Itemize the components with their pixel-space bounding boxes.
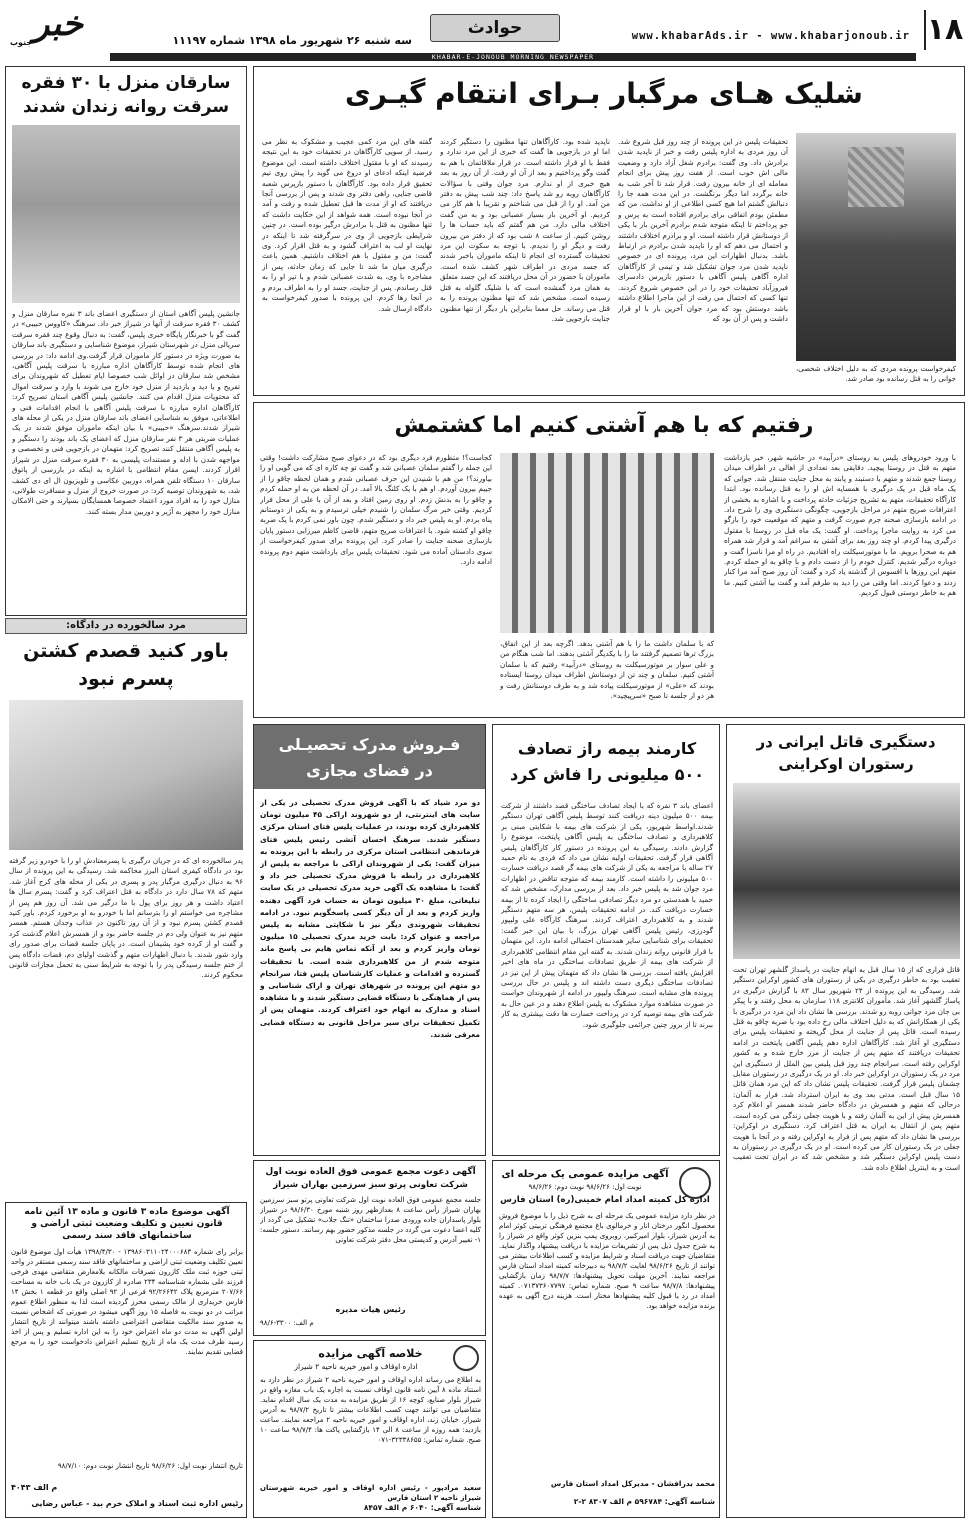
court-photo-gavel: [9, 700, 243, 850]
reconcile-col-2: که با سلمان داشت ما را با هم آشتی بدهد. اگرچه بعد از این اتفاق، بزرگ ترها تصمیم گرفتند ما را با یکدیگر آشتی بدهند. اما شب هنگام من و علی سوار بر موتورسیکلت به روستای «درآبید» رفتیم که با سلمان آشتی کنیم. سلمان و چند تن از دوستانش اطراف میدان روستا ایستاده بودند که «علی» از موتورسیکلت پیاده شد و به طرف دوستانش رفت و هر دو از جلسه تا صبح «سرپیچید».: [500, 639, 714, 701]
degree-headline-2: در فضای مجازی: [306, 761, 433, 780]
ad-law-body: برابر رای شماره ۱۳۹۸۶۰۳۱۱۰۲۴۰۰۰۶۸۳ - ۱۳۹۸/۴/۳۰ هیأت اول موضوع قانون تعیین تکلیف وضعیت ثبتی اراضی و ساختمانهای فاقد سند رسمی مستقر در واحد ثبتی حوزه ثبت ملک کازرون تصرفات مالکانه بلامعارض متقاضی مهدی فرخی فرزند علی بشماره شناسنامه ۲۳۴ صادره از کازرون در یک باب خانه به مساحت ۲۰۷/۶۶ مترمربع پلاک ۹۲/۲۶۶۴۲ فرعی از ۹۲ اصلی واقع در قطعه ۱ بخش ۱۴ فارس خریداری از مالک رسمی محرز گردیده است لذا به منظور اطلاع عموم مراتب در دو نوبت به فاصله ۱۵ روز آگهی میشود در صورتی که اشخاص نسبت به صدور سند مالکیت متقاضی اعتراضی داشته باشند میتوانند از تاریخ انتشار اولین آگهی به مدت دو ماه اعتراض خود را به این اداره تسلیم و پس از اخذ رسید ظرف مدت یک ماه از تاریخ تسلیم اعتراض دادخواست خود را به مرجع قضایی تقدیم نمایند.: [11, 1248, 243, 1356]
tagline: KHABAR-E-JONOUB MORNING NEWSPAPER: [431, 53, 595, 61]
reconcile-headline: رفتیم که با هم آشتی کنیم اما کشتمش: [394, 413, 814, 438]
ad-law-title-2: قانون تعیین و تکلیف وضعیت ثبتی اراضی و: [31, 1219, 223, 1229]
logo-text: خبر: [32, 4, 84, 44]
ad-auction: [492, 1160, 720, 1518]
tagline-bar: [110, 53, 916, 61]
burglars-photo: [12, 125, 240, 303]
insurance-story: [492, 724, 720, 1156]
court-kicker-bar: [5, 618, 247, 634]
insurance-headline-2: ۵۰۰ میلیونی را فاش کرد: [509, 765, 705, 784]
court-headline-2: پسرم نبود: [78, 668, 174, 690]
court-headline-1: باور کنید قصدم کشتن: [23, 640, 229, 662]
burglars-headline-2: سرقت روانه زندان شدند: [22, 97, 230, 117]
page-number: ۱۸: [924, 10, 964, 50]
killer-headline-1: دستگیری قاتل ایرانی در: [756, 733, 936, 751]
reconcile-photo-bars: [500, 453, 714, 633]
main-col-1: تحقیقات پلیس در این پرونده از چند روز قبل شروع شد. آن روز مردی به اداره پلیس رفت و خبر از ناپدید شدن برادرش داد. وی گفت: برادرم شغل آزاد دارد و وضعیت مالی اش خوب است. از هفت روز پیش برای انجام معامله ای از خانه بیرون رفت. قرار شد تا آخر شب به خانه برگردد اما دیگر برنگشت. در این مدت همه جا را دنبالش گشتم اما هیچ کسی اطلاعی از او نداشت. من که مطمئن بودم اتفاقی برای برادرم افتاده است به پرس و جو پرداختم تا اینکه متوجه شدم برادرم آخرین بار با یکی از دوستانش قرار داشته است. او و برادرم اختلاف داشتند و احتمال می دهم که او را ناپدید شدن برادرم در ارتباط باشد. بدنبال اظهارات این مرد، پرونده ای در خصوص ناپدید شدن مرد جوان تشکیل شد و تیمی از کارآگاهان اداره آگاهی پلیس آگاهی با دستور بازپرس دادسرای فیروزآباد تحقیقات خود را در این خصوص شروع کردند. تنها کسی که احتمال می رفت از این ماجرا اطلاع داشته باشد دوستش بود که مرد جوان آخرین بار با او قرار داشت و پس از آن بود که: [618, 137, 788, 323]
logo-sub: جنوب: [10, 38, 33, 47]
iranian-killer-story: [726, 724, 965, 1518]
insurance-headline-1: کارمند بیمه راز تصادف: [517, 739, 697, 758]
burglars-headline-1: سارقان منزل با ۳۰ فقره: [21, 73, 231, 93]
masthead: [0, 0, 970, 61]
ad-assembly-ref: م الف: ۳۳۰۰-۹۸/۶: [260, 1319, 314, 1327]
degree-story: [253, 724, 486, 1156]
ad-auction-sign: محمد بدرافشان - مدیرکل امداد استان فارس: [550, 1479, 715, 1488]
ad-auction-sub1: نوبت اول: ۹۸/۶/۲۶ نوبت دوم: ۹۸/۶/۲۶: [528, 1183, 642, 1191]
degree-headline-box: [254, 725, 485, 789]
court-kicker: مرد سالخورده در دادگاه:: [66, 620, 186, 631]
court-body: پدر سالخورده ای که در جریان درگیری با پسرمعتادش او را با خودرو زیر گرفته بود در دادگاه کیفری استان البرز محاکمه شد. رسیدگی به این پرونده از سال ۹۶ به دنبال درگیری مرگبار پدر و پسری در یکی از محله های کرج آغاز شد. متهم که ۷۸ سال دارد در دادگاه به قتل اعتراف کرد و گفت: پسرم سال ها اعتیاد داشت و هر روز برای پول با ما درگیر می شد. آن روز هم پس از مشاجره می خواستم او را بترسانم اما با خودرو به او برخورد کردم. باور کنید قصدم کشتن پسرم نبود و از آن روز تاکنون در عذاب وجدان هستم. همسر متهم نیز به عنوان ولی دم در جلسه حاضر بود و از همسرش اعلام گذشت کرد و گفت او از کرده خود پشیمان است. در پایان جلسه قضات برای صدور رای وارد شور شدند. با دنبال اظهارات متهم و گذشت اولیای دم، قضات دادگاه پس از ختم جلسه رسیدگی پدر را با توجه به شرایط سنی به تحمل مجازات قانونی محکوم کردند.: [9, 856, 243, 980]
ad-summary-body: به اطلاع می رساند اداره اوقاف و امور خیریه ناحیه ۲ شیراز در نظر دارد به استناد ماده ۸ آیین نامه قانون اوقاف نسبت به اجاره یک باب مغازه واقع در شیراز بلوار صنایع، کوچه ۱۶ از طریق مزایده به مدت یک سال اقدام نماید. متقاضیان می توانند جهت کسب اطلاعات بیشتر تا تاریخ ۹۸/۷/۲ به آدرس شیراز، خیابان زند، اداره اوقاف و امور خیریه ناحیه ۲ مراجعه نمایند. ساعت بازدید: همه روزه از ساعت ۸ الی ۱۴ بازگشایی پاکت ها: ۹۸/۷/۴ ساعت ۱۰ صبح. شماره تماس: ۳۲۳۳۸۶۵۵-۰۷۱: [260, 1376, 481, 1444]
ad-summary-title: خلاصه آگهی مزایده: [318, 1347, 423, 1360]
main-photo-suspect: [796, 133, 956, 361]
ad-law-sign: رئیس اداره ثبت اسناد و املاک خرم بید - عباس رضایی: [31, 1499, 243, 1508]
ad-summary-sub: اداره اوقاف و امور خیریه ناحیه ۲ شیراز: [294, 1362, 418, 1371]
main-story: [253, 66, 965, 396]
blurred-face: [848, 147, 904, 207]
degree-body: دو مرد شیاد که با آگهی فروش مدرک تحصیلی در یکی از سایت های اینترنتی، از دو شهروند اراکی ۴۵ میلیون تومان کلاهبرداری کرده بودند، در عملیات پلیس فتای استان مرکزی دستگیر شدند. سرهنگ احسان آتشی رئیس پلیس فتای فرماندهی انتظامی استان مرکزی در رابطه با این پرونده به میزان گفت: یکی از شهروندان اراکی با مراجعه به پلیس از کلاهبرداری در رابطه با فروش مدرک تحصیلی خبر داد و گفت: با مشاهده یک آگهی خرید مدرک تحصیلی در یک سایت تبلیغاتی، مبلغ ۳۰ میلیون تومان به حساب فرد آگهی دهنده واریز کردم و بعد از آن دیگر کسی پاسخگویم نبود. در ادامه تحقیقات شهروندی دیگر نیز با شکایتی مشابه به پلیس مراجعه و عنوان کرد: بابت خرید مدرک تحصیلی ۱۵ میلیون تومان واریز کردم و بعد از آنکه تماس هایم بی پاسخ ماند متوجه شدم از من کلاهبرداری شده است. با تحقیقات گسترده و اقدامات و عملیات کارشناسان پلیس فتا، سرانجام دو متهم این پرونده در شهرهای تهران و اراک شناسایی و پس از هماهنگی با دستگاه قضایی دستگیر شدند و با مشاهده اسناد و مدارک به اتهام خود اعتراف کردند. متهمان پس از تکمیل تحقیقات برای سیر مراحل قانونی به دستگاه قضایی معرفی شدند.: [260, 798, 480, 1039]
section-title: حوادث: [467, 18, 523, 38]
section-tab: [430, 14, 560, 42]
ad-assembly-sub: شرکت تعاونی پرتو سبز سرزمین بهاران شیراز: [273, 1180, 468, 1190]
degree-headline-1: فـروش مدرک تحصیـلی: [278, 735, 461, 754]
ad-assembly-sign: رئیس هیات مدیره: [335, 1305, 406, 1314]
main-col-3: گفته های این مرد کمی عجیب و مشکوک به نظر می رسید. از سویی کارآگاهان در تحقیقات خود به این نتیجه رسیدند که او با مقتول اختلاف داشته است. این موضوع فرضیه اینکه ادعای او دروغ می گوید را پیش روی تیم تحقیق قرار داده بود. کارآگاهان با دستور بازپرس شعبه قاضی جنایی، راهی دفتر وی شدند و پس از بررسی آنجا دریافتند که او از مدت ها قبل تعطیل شده و رفت و آمد در آنجا نبوده است. همه شواهد از این حکایت داشت که تنها مظنون به قتل با برادرش درگیر بوده است. در چنین شرایطی بازجویی از وی در سرگرفته شد تا اینکه در نهایت او لب به اعتراف گشود و به قتل اقرار کرد. وی گفت: من و مقتول با هم اختلاف داشتیم. همین باعث درگیری میان ما شد تا جایی که زمان حادثه، پس از مشاجره با وی، به شدت عصبانی شدم و با تیر او را به قتل رساندم. پس از جنایت، جسد او را به اطراف بردم و در آنجا رها کردم. این پرونده با صدور کیفرخواست به دادگاه ارسال شد.: [262, 137, 432, 313]
ad-auction-ref: شناسه آگهی: ۵۹۶۷۸۴ م الف ۸۳۰۷ ۲-۲: [573, 1497, 715, 1506]
ad-law: [5, 1202, 247, 1518]
ad-law-ref: م الف ۴۰۴۳: [11, 1483, 58, 1492]
main-headline: شلیک هـای مرگبار بـرای انتقام گیـری: [345, 77, 863, 110]
ad-law-title-1: آگهی موضوع ماده ۳ قانون و ماده ۱۳ آئین نامه: [24, 1207, 230, 1217]
killer-photo: [733, 783, 960, 959]
burglars-story: [5, 66, 247, 616]
insurance-body: اعضای باند ۳ نفره که با ایجاد تصادف ساختگی قصد داشتند از شرکت بیمه ۵۰۰ میلیون دینه دریافت کنند توسط پلیس آگاهی تهران دستگیر شدند.اواسط شهریور، یکی از شرکت های بیمه با شکایتی مبنی بر کلاهبرداری و تصادف ساختگی به پلیس آگاهی پایتخت، موضوع را گزارش دادند. رسیدگی به این پرونده در دستور کار کارآگاهان پلیس آگاهی قرار گرفت. تحقیقات اولیه نشان می داد که فردی به نام حمید ۲۷ ساله با مراجعه به یکی از شرکت های بیمه گر قصد دریافت خسارت ۵۰۰ میلیونی را داشته است. کارمند بیمه که متوجه تناقض در اظهارات مرد جوان شد به پلیس خبر داد. بعد از بررسی مدارک، مشخص شد که حمید با همدستی دو مرد دیگر تصادفی ساختگی را ایجاد کرده تا از بیمه خسارت دریافت کند. در ادامه تحقیقات پلیس، هر سه متهم دستگیر شدند و به کلاهبرداری اعتراف کردند. سرهنگ کارآگاه علی ولیپور گودرزی، رئیس پلیس آگاهی تهران بزرگ، با بیان این خبر گفت: تحقیقات برای شناسایی سایر همدستان احتمالی ادامه دارد. این متهمان با قرار قانونی روانه زندان شدند. به گفته این مقام انتظامی کلاهبرداری از شرکت های بیمه از طریق تصادفات ساختگی در ماه های اخیر افزایش یافته است. بررسی ها نشان داد که متهمان پیش از این نیز در تصادفات ساختگی دیگری دست داشته اند و پلیس در حال بررسی پرونده های مشابه است. سرهنگ ولیپور در ادامه از شهروندان خواست در صورت مشاهده موارد مشکوک به پلیس اطلاع دهند و در عین حال به شرکت های بیمه توصیه کرد در پرداخت خسارت ها دقت بیشتری به کار ببرند تا از بروز چنین جرائمی جلوگیری شود.: [501, 801, 713, 1029]
newspaper-logo: [6, 4, 110, 52]
ad-summary-ref: شناسه آگهی: ۶۰۴۰ م الف ۸۴۵۷: [363, 1503, 481, 1512]
court-story: [5, 618, 247, 1196]
ad-auction-body: در نظر دارد مزایده عمومی یک مرحله ای به شرح ذیل را با موضوع فروش محصول انگور درختان انار و خرمالوی باغ مجتمع فرهنگی تربیتی کوثر امام به آدرس شیراز، بلوار امیرکبیر، روبروی پمپ بنزین کوثر واقع در شیراز را به شرح جدول ذیل پس از تشریفات مزایده با دریافت پیشنهاد واگذار نماید. متقاضیان جهت دریافت اسناد و شرایط مزایده و کسب اطلاعات بیشتر می توانند از تاریخ ۹۸/۶/۲۶ لغایت ۹۸/۷/۲ به دبیرخانه کمیته امداد استان فارس مراجعه نمایند. آخرین مهلت تحویل پیشنهادها: ۹۸/۷/۷ زمان بازگشایی پیشنهادها: ۹۸/۷/۸ ساعت ۹ صبح. شماره تماس: ۰۷۱۳۷۳۶۰۷۷۹۷. کمیته امداد در رد یا قبول کلیه پیشنهادها مختار است. هزینه درج آگهی به عهده برنده مزایده خواهد بود.: [499, 1212, 715, 1310]
ad-assembly: [253, 1160, 486, 1336]
ad-assembly-body: جلسه مجمع عمومی فوق العاده نوبت اول شرکت تعاونی پرتو سبز سرزمین بهاران شیراز رأس ساعت ۸ بعدازظهر روز شنبه مورخ ۹۸/۶/۳۰ در شیراز بلوار پاسداران جاده ورودی صدرا ساختمان «تنگ جلاب» تشکیل می گردد از کلیه اعضا دعوت می گردد در جلسه مذکور حضور بهم رسانند. دستور جلسه: ۱- تغییر آدرس و کدپستی محل دفتر شرکت تعاونی: [260, 1196, 481, 1244]
ad-law-dates: تاریخ انتشار نوبت اول: ۹۸/۶/۲۶ تاریخ انتشار نوبت دوم: ۹۸/۷/۱۰: [57, 1462, 243, 1470]
ad-assembly-title: آگهی دعوت مجمع عمومی فوق العاده نوبت اول: [265, 1167, 476, 1177]
date-line: سه شنبه ۲۶ شهریور ماه ۱۳۹۸ شماره ۱۱۱۹۷: [172, 34, 412, 47]
ad-law-title-3: ساختمانهای فاقد سند رسمی: [62, 1231, 192, 1241]
ad-summary: [253, 1340, 486, 1518]
killer-headline-2: رستوران اوکراینی: [778, 755, 914, 773]
burglars-body: جانشین پلیس آگاهی استان از دستگیری اعضای باند ۳ نفره سارقان منزل و کشف ۳۰ فقره سرقت از آنها در شیراز خبر داد. سرهنگ «کاووس حبیبی» در گفت گو با خبرنگار پایگاه خبری پلیس، گفت: به دنبال وقوع چند فقره سرقت سریالی منزل در شهرستان شیراز، موضوع شناسایی و دستگیری باند سارقان به صورت ویژه در دستور کار ماموران قرار گرفت.وی ادامه داد: در بررسی های انجام شده توسط کارآگاهان اداره مبارزه با سرقت پلیس آگاهی، مشخص شد سارقان در اوائل شب خصوصا ایام تعطیل که شهروندان برای تفریح و یا دید و بازدید از منزل خود خارج می شوند با وارد و سرقت اموال که محتویات منزل اقدام می کنند. جانشین پلیس آگاهی استان تصریح کرد: کارآگاهان اداره مبارزه با سرقت پلیس آگاهی با انجام اقدامات فنی و اطلاعاتی، موفق به شناسایی اعضای باند سارقان منزل در یکی از محله های شیراز شدند.سرهنگ «حبیبی» با بیان اینکه ماموران موفق شدند در یک عملیات ضربتی هر ۳ نفر سارقان منزل که اعضای یک باند بودند را دستگیر و به پلیس آگاهی منتقل کنند تصریح کرد: متهمان در بازجویی فنی و تخصصی و مواجهه شدن با ادله و مستندات پلیسی به ۳۰ فقره سرقت منزل در شیراز اقرار کردند. ایسن مقام انتظامی با اشاره به اینکه در بازرسی از پاتوق سارقان ۱۰ دستگاه تلفن همراه، دوربین عکاسی و تلویزیون ال ای دی کشف شد، به شهروندان توصیه کرد: در صورت خروج از منزل و مسافرت طولانی، منازل خود را به افراد مورد اعتماد خصوصا همسایگان بسپارند و حتی الامکان منازل خود را مجهز به آژیر و دوربین مدار بسته کنند.: [12, 309, 240, 516]
reconcile-story: [253, 402, 965, 718]
ad-auction-title: آگهی مزایده عمومی یک مرحله ای: [501, 1169, 669, 1180]
ad-summary-sign: سعید مرادپور - رئیس اداره اوقاف و امور خیریه شهرستان شیراز ناحیه ۲ استان فارس: [260, 1484, 481, 1502]
killer-body: قاتل فراری که از ۱۵ سال قبل به اتهام جنایت در پاسداژ گلشهر تهران تحت تعقیب بود به خاطر درگیری در یکی از رستوران های کشور اوکراین دستگیر شد. رسیدگی به این پرونده از ۲۴ شهریور سال ۸۳ با گزارش درگیری در پاساژ گلشهر آغاز شد. مأموران کلانتری ۱۱۸ سازمان به محل رفتند و با پیکر بی جان مرد جوانی روبه رو شدند. بررسی ها نشان داد این مرد در درگیری با یکی از همکارانش که به دلیل اختلاف مالی رخ داده بود با ضربه چاقو به قتل رسیده است. قاتل پس از جنایت از محل گریخته و تحقیقات پلیس برای دستگیری او آغاز شد. کارآگاهان اداره دهم پلیس آگاهی پایتخت در ادامه تحقیقات دریافتند که متهم پس از جنایت از مرز خارج شده و به کشور اوکراین رفته است. سرانجام چند روز قبل پلیس بین الملل از دستگیری این مرد در یک رستوران در اوکراین خبر داد. او در یک درگیری در رستوران مقابل چشمان پلیس قرار گرفت. تحقیقات پلیس نشان داد که این مرد همان قاتل ۱۵ سال قبل است. مدتی بعد وی به ایران استرداد شد. فرار به آلمان: درحالی که متهم و همسرش در دادگاه حاضر شدند همسر او اعلام کرد همسرش پیش از این به آلمان رفته و با هویت جعلی زندگی می کرده است. متهم پس از انتقال به ایران به قتل اعتراف کرد. دستگیری در اوکراین: بررسی ها نشان داد که متهم پس از فرار به اوکراین رفته و در آنجا با هویت جعلی در یک رستوران کار می کرده است. او در یک درگیری در رستوران به دست پلیس اوکراین دستگیر شد و مشخص شد که در ایران تحت تعقیب است و به اینترپل اطلاع داده شد.: [733, 965, 960, 1172]
reconcile-col-3: کجاست؟! متظورم فرد دیگری بود که در دعوای صبح مشارکت داشت! وقتی این جمله را گفتم سلمان عصبانی شد و گفت تو چه کاره ای که می گویی او را بیاورند؟! من هم با شنیدن این حرف عصبانی شدم و همان لحظه چاقو را از جیبم بیرون آوردم. او هم با یک کلنگ بالا آمد. در آن لحظه من به او حمله کردم و چاقو را به بدنش زدم. او روی زمین افتاد و بعد از آن با علی از محل فرار کردیم. وقتی خبر مرگ سلمان را شنیدم خیلی ترسیدم و به یکی از دوستانم پناه بردم. او به پلیس خبر داد و دستگیر شدم. چون باور نمی کردم با یک ضربه چاقو او کشته شود. با اعترافات صریح متهم، قاضی کاظم میرزایی دستور پایان بازسازی صحنه جنایت را صادر کرد. این پرونده برای صدور کیفرخواست از سوی دادستان آماده می شود. تحقیقات پلیس برای بازداشت متهم دوم پرونده ادامه دارد.: [260, 453, 492, 567]
reconcile-col-1: با ورود خودروهای پلیس به روستای «درآبید» در حاشیه شهر، خبر بازداشت متهم به قتل در روستا پیچید. دقایقی بعد تعدادی از اهالی در اطراف میدان روستا جمع شدند و متهم با دستبند و پابند به محل جنایت منتقل شد. جوانی که یک ماه قبل در یک درگیری با همسایه اش او را به قتل رسانده بود. ابتدا کارآگاه تحقیقات، متهم به تشریح جزئیات حادثه پرداخت و با اشاره به بخشی از اعترافات صریح متهم در مراحل بازجویی، چگونگی دستگیری وی را شرح داد. در ادامه بازسازی صحنه جرم صورت گرفت و متهم که موقعیت خود را بازگو می کرد به روایت ماجرا پرداخت. او گفت: یک ماه قبل در روستا با مقتول درگیری پیدا کردم. او چند روز بعد برای آشتی به سراغم آمد و قرار شد همراه هم به صحرا برویم. ما با موتورسیکلت راه افتادیم. در راه او مرا ناسزا گفت و دوباره درگیر شدیم. کنترل خودم را از دست دادم و با چاقو به او حمله کردم. متهم این روزها با افسوس از گذشته یاد کرد و گفت: آن روز صبح آمد مرا کنار زدند و دعوا کردند. اما وقتی من را دید به طرفم آمد و گفت بیا آشتی کنیم. ما هم به خاطر دوستی قبول کردیم.: [724, 453, 956, 598]
main-col-2: ناپدید شده بود. کارآگاهان تنها مظنون را دستگیر کردند اما او در بازجویی ها گفت که خبری از این مرد ندارد و فقط با او قرار داشته است. در قرار ملاقاتمان با هم به گفت وگو پرداختیم و بعد از آن او رفت. از آن روز به بعد هیچ خبری از او ندارم. مرد جوان وقتی با سؤالات کارآگاهان روبه رو شد پاسخ داد: چند شب پیش به دفتر من آمد. او را از قبل می شناختم و تقریبا با هم کار می کردیم. او آخرین بار بسیار عصبانی بود و به من گفت اختلاف مالی دارد. من هم گفتم که باید حساب ها را روشن کنیم. از ساعت ۸ شب بود که از دفتر من بیرون رفت و دیگر او را ندیدم. با توجه به سکوت این مرد تحقیقات گسترده ای انجام تا اینکه ماموران باخبر شدند که جسد مردی در اطراف شهر کشف شده است. ماموران با حضور در آن محل دریافتند که این جسد متعلق به همان مرد گمشده است که با شلیک گلوله به قتل رسیده است. مشخص شد که تنها مظنون پرونده را به قتل می رساند. حل معما بنابراین بار دیگر از تنها مظنون جنایت بازجویی شد.: [440, 137, 610, 323]
main-photo-caption: کیفرخواست پرونده مردی که به دلیل اختلاف شخصی، جوانی را به قتل رسانده بود صادر شد.: [796, 365, 956, 383]
site-urls: www.khabarAds.ir - www.khabarjonoub.ir: [631, 30, 910, 42]
ad-auction-sub2: اداره کل کمیته امداد امام خمینی(ره) استان فارس: [500, 1195, 710, 1205]
